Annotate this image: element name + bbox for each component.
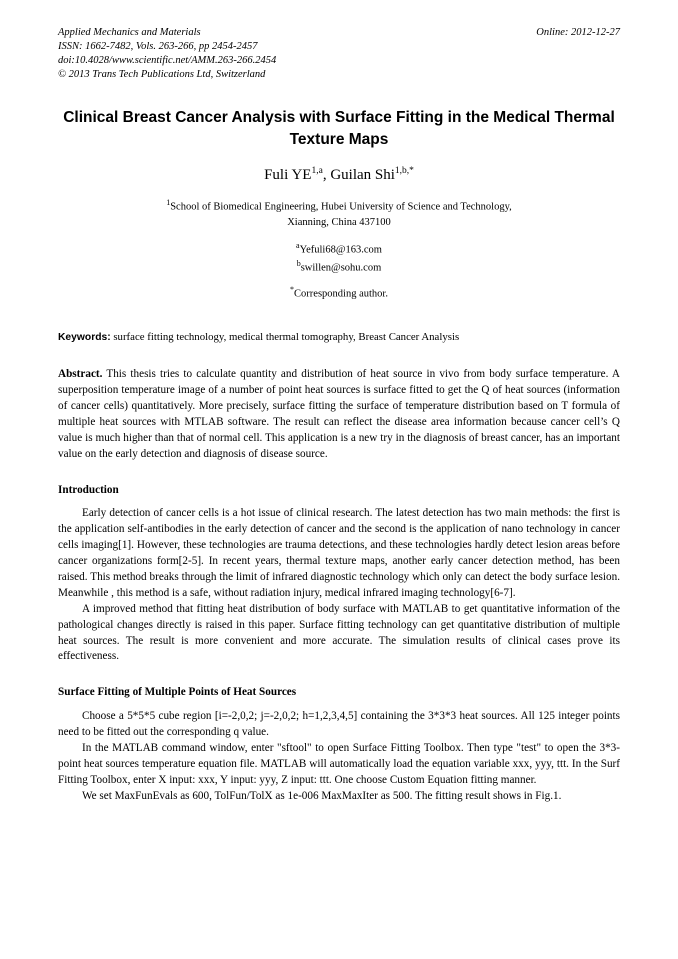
section-heading-surface-fitting: Surface Fitting of Multiple Points of Heat Sources <box>58 686 297 699</box>
author-1-name: Fuli YE <box>264 167 312 184</box>
email-row-b <box>58 258 620 276</box>
surface-fitting-paragraph-2: In the MATLAB command window, enter "sftool" to open Surface Fitting Toolbox. Then type "test" to open the 3*3-point heat sources temperature equation file. MATLAB will automatically load the equation variable xxx, yyy, ttt. In the Surf Fitting Toolbox, enter X input: xxx, Y input: yyy, Z input: ttt. One choose Custom Equation fitting manner. <box>58 741 620 786</box>
online-date: Online: 2012-12-27 <box>536 27 620 38</box>
abstract-block <box>58 367 620 462</box>
affiliation-line-1: School of Biomedical Engineering, Hubei University of Science and Technology, <box>170 201 512 213</box>
corresponding-text: Corresponding author. <box>294 288 388 300</box>
affiliation-line-2: Xianning, China 437100 <box>287 216 391 228</box>
author-list <box>58 165 620 186</box>
intro-paragraph-1: Early detection of cancer cells is a hot issue of clinical research. The latest detection has two main methods: the first is the application self-antibodies in the early detection of cancer and the second is the application of nano technology in cancer cells imaging[1]. However, these technologies are trauma detections, and these technologies hardly detect lesion areas before cancer organizations form[2-5]. In recent years, thermal texture maps, another early cancer detection method, has been raised. This method breaks through the limit of infrared diagnostic technology which only can detect the body surface lesion. Meanwhile , this method is a safe, without radiation injury, medical infrared imaging technology[6-7]. <box>58 507 620 599</box>
keywords-label: Keywords: <box>58 331 111 343</box>
email-row-a <box>58 240 620 258</box>
masthead-left <box>58 26 276 81</box>
corresponding-marker: * <box>290 285 295 295</box>
copyright-line: © 2013 Trans Tech Publications Ltd, Switzerland <box>58 68 266 80</box>
journal-name: Applied Mechanics and Materials <box>58 27 201 38</box>
affiliation-marker: 1 <box>166 197 171 207</box>
abstract-label: Abstract. <box>58 368 103 381</box>
author-separator: , <box>322 167 331 184</box>
issn-line: ISSN: 1662-7482, Vols. 263-266, pp 2454-2457 <box>58 40 258 52</box>
surface-fitting-paragraph-1: Choose a 5*5*5 cube region [i=-2,0,2; j=-2,0,2; h=1,2,3,4,5] containing the 3*3*3 heat sources. All 125 integer points need to be fitted out the corresponding q value. <box>58 710 620 738</box>
author-emails <box>58 240 620 275</box>
email-b[interactable]: swillen@sohu.com <box>300 262 382 274</box>
email-b-marker: b <box>296 258 301 268</box>
author-2-name: Guilan Shi <box>330 167 395 184</box>
author-1-affil-marker: 1,a <box>311 166 323 177</box>
affiliation <box>58 197 620 230</box>
email-a[interactable]: Yefuli68@163.com <box>299 244 382 256</box>
email-a-marker: a <box>296 240 300 250</box>
surface-fitting-paragraph-3: We set MaxFunEvals as 600, TolFun/TolX as 1e-006 MaxMaxIter as 500. The fitting result shows in Fig.1. <box>82 789 562 802</box>
doi-line: doi:10.4028/www.scientific.net/AMM.263-266.2454 <box>58 54 277 66</box>
intro-paragraph-2: A improved method that fitting heat distribution of body surface with MATLAB to get quantitative information of the pathological changes directly is raised in this paper. Surface fitting technology can get quantitative distribution of multiple heat sources. The result is more convenient and more accurate. The simulation results of clinical cases prove its effectiveness. <box>58 602 620 663</box>
section-heading-introduction: Introduction <box>58 483 119 496</box>
author-2-affil-marker: 1,b,* <box>394 166 414 177</box>
corresponding-author-note <box>58 285 620 300</box>
abstract-text: This thesis tries to calculate quantity and distribution of heat source in vivo from body surface temperature. A superposition temperature image of a number of point heat sources is surface fitted to get the Q of heat sources (information of cancer cells) quantitatively. More precisely, surface fitting the surface of temperature distribution based on T formula of multiple heat sources with MTLAB software. The result can reflect the disease area information because cancer cell’s Q value is much higher than that of normal cell. This application is a new try in the diagnosis of breast cancer, has an important value on the early detection and diagnosis of disease source. <box>58 368 620 460</box>
masthead <box>58 26 620 81</box>
keywords-value: surface fitting technology, medical thermal tomography, Breast Cancer Analysis <box>113 330 460 343</box>
page-title: Clinical Breast Cancer Analysis with Surface Fitting in the Medical Thermal Texture Maps <box>63 109 615 149</box>
keywords-block <box>58 330 620 345</box>
